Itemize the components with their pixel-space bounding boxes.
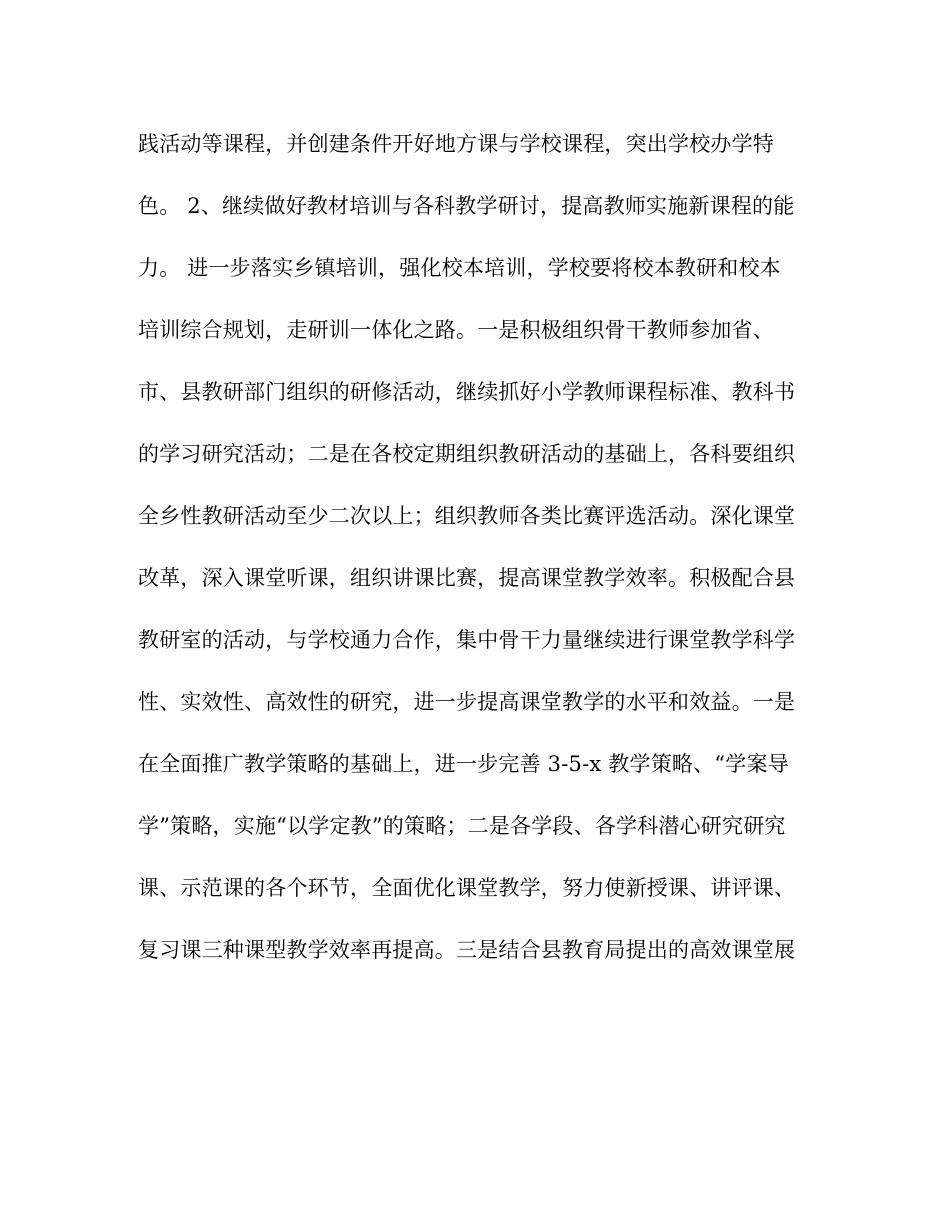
text-line: 改革，深入课堂听课，组织讲课比赛，提高课堂教学效率。积极配合县 [138,566,796,590]
text-line: 学”策略，实施“以学定教”的策略；二是各学段、各学科潜心研究研究 [138,814,786,838]
text-line: 力。 进一步落实乡镇培训，强化校本培训，学校要将校本教研和校本 [138,256,781,280]
text-line: 教研室的活动，与学校通力合作，集中骨干力量继续进行课堂教学科学 [138,628,796,652]
text-line: 市、县教研部门组织的研修活动，继续抓好小学教师课程标准、教科书 [138,380,796,404]
text-line: 全乡性教研活动至少二次以上；组织教师各类比赛评选活动。深化课堂 [138,504,796,528]
text-line: 在全面推广教学策略的基础上，进一步完善 3-5-x 教学策略、“学案导 [138,752,789,776]
text-line: 培训综合规划，走研训一体化之路。一是积极组织骨干教师参加省、 [138,318,774,342]
text-line: 色。 2、继续做好教材培训与各科教学研讨，提高教师实施新课程的能 [138,194,795,218]
body-paragraph [138,119,828,987]
text-line: 践活动等课程，并创建条件开好地方课与学校课程，突出学校办学特 [138,132,774,156]
text-line: 的学习研究活动；二是在各校定期组织教研活动的基础上，各科要组织 [138,442,796,466]
text-line: 课、示范课的各个环节，全面优化课堂教学，努力使新授课、讲评课、 [138,876,796,900]
text-line: 性、实效性、高效性的研究，进一步提高课堂教学的水平和效益。一是 [138,690,796,714]
text-line: 复习课三种课型教学效率再提高。三是结合县教育局提出的高效课堂展 [138,938,796,962]
